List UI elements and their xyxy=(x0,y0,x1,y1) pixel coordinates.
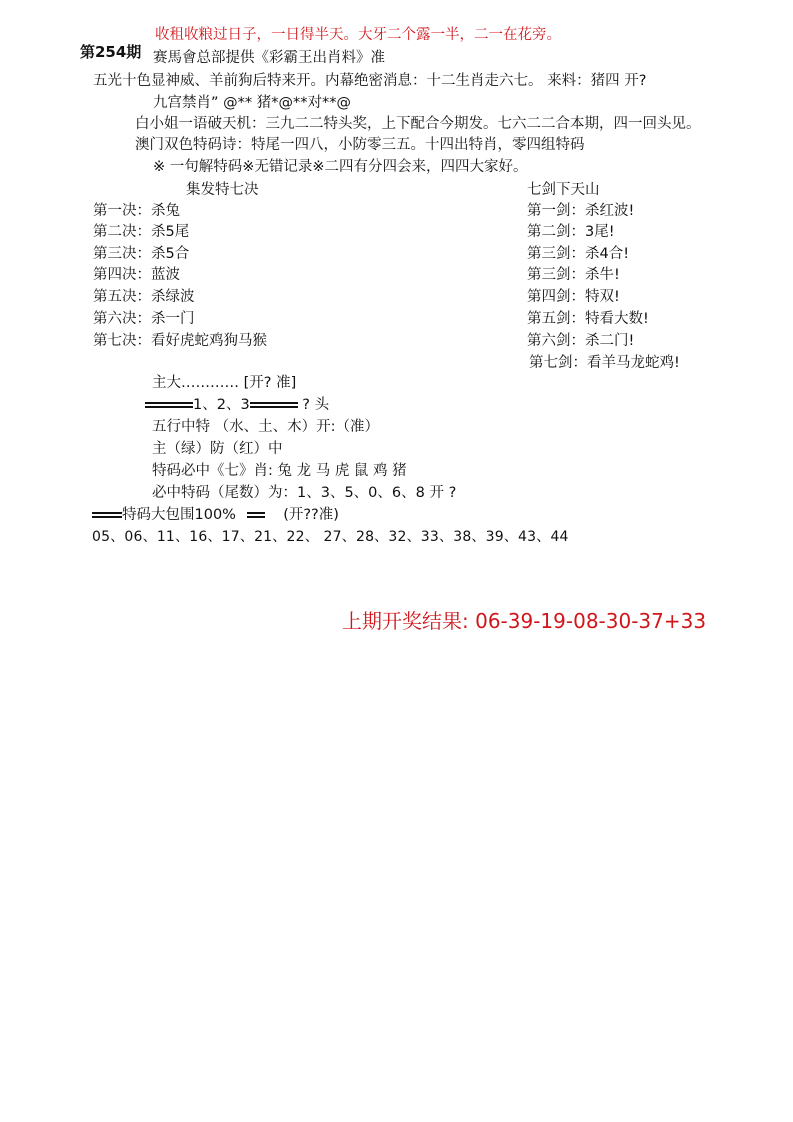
banner-riddle: 收租收粮过日子，一日得半天。大牙二个露一半，二一在花旁。 xyxy=(155,27,561,43)
double-bar-icon xyxy=(92,510,122,520)
provider-line: 赛馬會总部提供《彩霸王出肖料》准 xyxy=(153,50,385,66)
list-item: 第四决：蓝波 xyxy=(93,267,180,283)
triple-bar-icon xyxy=(250,400,298,410)
wave-line: 主（绿）防（红）中 xyxy=(152,441,283,457)
list-item: 第六剑：杀二门! xyxy=(527,333,635,349)
head-digits-line xyxy=(145,395,329,415)
right-column-title: 七剑下天山 xyxy=(527,182,600,198)
five-elements-line: 五行中特 （水、土、木）开:（准） xyxy=(152,419,379,435)
list-item: 第七剑：看羊马龙蛇鸡! xyxy=(529,355,680,371)
list-item: 第五决：杀绿波 xyxy=(93,289,195,305)
list-item: 第一剑：杀红波! xyxy=(527,203,635,219)
special-zodiac-line: 特码必中《七》肖: 兔 龙 马 虎 鼠 鸡 猪 xyxy=(152,463,407,479)
list-item: 第四剑：特双! xyxy=(527,289,620,305)
package-line xyxy=(92,505,339,525)
list-item: 第二决：杀5尾 xyxy=(93,224,190,240)
poem-line: 澳门双色特码诗：特尾一四八，小防零三五。十四出特肖，零四组特码 xyxy=(135,137,585,153)
list-item: 第五剑：特看大数! xyxy=(527,311,649,327)
main-big-line: 主大………… [开? 准] xyxy=(152,375,297,391)
double-bar-icon xyxy=(247,510,265,520)
package-status: (开??准) xyxy=(283,507,339,523)
tail-numbers-line: 必中特码（尾数）为：1、3、5、0、6、8 开 ? xyxy=(152,485,457,501)
list-item: 第三剑：杀牛! xyxy=(527,267,620,283)
list-item: 第七决：看好虎蛇鸡狗马猴 xyxy=(93,333,267,349)
list-item: 第三剑：杀4合! xyxy=(527,246,630,262)
sister-line: 白小姐一语破天机：三九二二特头奖，上下配合今期发。七六二二合本期，四一回头见。 xyxy=(135,116,701,132)
head-digits: 1、2、3 xyxy=(193,397,250,413)
triple-bar-icon xyxy=(145,400,193,410)
last-draw-result: 上期开奖结果: 06-39-19-08-30-37+33 xyxy=(342,609,707,633)
package-numbers: 05、06、11、16、17、21、22、 27、28、32、33、38、39、43、44 xyxy=(92,529,569,545)
intro-line: 五光十色显神威、羊前狗后特来开。内幕绝密消息：十二生肖走六七。 来料：猪四 开? xyxy=(93,73,647,89)
head-suffix: ? 头 xyxy=(302,397,330,413)
forbidden-zodiac-line: 九宫禁肖” @** 猪*@**对**@ xyxy=(153,95,351,111)
issue-number: 第254期 xyxy=(80,43,142,61)
one-line-hint: ※ 一句解特码※无错记录※二四有分四会来，四四大家好。 xyxy=(153,159,528,175)
list-item: 第一决：杀兔 xyxy=(93,203,180,219)
list-item: 第二剑：3尾! xyxy=(527,224,615,240)
list-item: 第六决：杀一门 xyxy=(93,311,195,327)
list-item: 第三决：杀5合 xyxy=(93,246,190,262)
left-column-title: 集发特七决 xyxy=(186,182,259,198)
package-label: 特码大包围100% xyxy=(122,507,236,523)
